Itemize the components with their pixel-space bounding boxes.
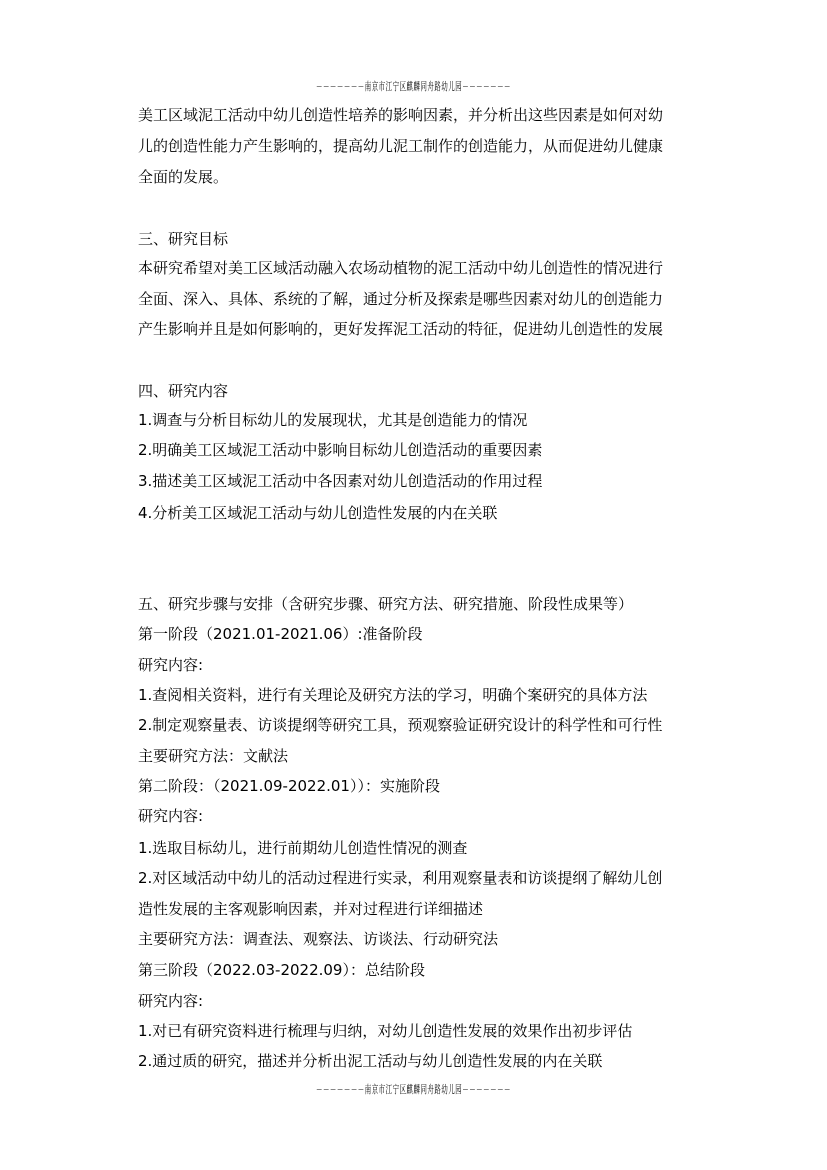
phase-2-title: 第二阶段：（2021.09-2022.01））：实施阶段 <box>138 777 440 795</box>
section-3-line-1: 本研究希望对美工区域活动融入农场动植物的泥工活动中幼儿创造性的情况进行 <box>138 259 664 277</box>
section-3-line-2: 全面、深入、具体、系统的了解，通过分析及探索是哪些因素对幼儿的创造能力 <box>138 290 664 308</box>
phase-2-item-2-line-1: 2.对区域活动中幼儿的活动过程进行实录，利用观察量表和访谈提纲了解幼儿创 <box>138 869 663 887</box>
intro-line-2: 儿的创造性能力产生影响的，提高幼儿泥工制作的创造能力，从而促进幼儿健康 <box>138 137 664 155</box>
phase-2-content-label: 研究内容: <box>138 807 204 825</box>
phase-2-item-2-line-2: 造性发展的主客观影响因素，并对过程进行详细描述 <box>138 900 484 918</box>
phase-1-method: 主要研究方法：文献法 <box>138 747 289 765</box>
section-3-heading: 三、研究目标 <box>138 230 229 248</box>
section-4-item-4: 4.分析美工区域泥工活动与幼儿创造性发展的内在关联 <box>138 504 498 522</box>
phase-3-title: 第三阶段（2022.03-2022.09）：总结阶段 <box>138 961 425 979</box>
section-4-item-2: 2.明确美工区域泥工活动中影响目标幼儿创造活动的重要因素 <box>138 441 543 459</box>
intro-line-1: 美工区域泥工活动中幼儿创造性培养的影响因素，并分析出这些因素是如何对幼 <box>138 106 664 124</box>
phase-1-title: 第一阶段（2021.01-2021.06）:准备阶段 <box>138 625 423 643</box>
phase-1-item-1: 1.查阅相关资料，进行有关理论及研究方法的学习，明确个案研究的具体方法 <box>138 686 648 704</box>
section-4-item-1: 1.调查与分析目标幼儿的发展现状，尤其是创造能力的情况 <box>138 411 528 429</box>
section-3-line-3: 产生影响并且是如何影响的，更好发挥泥工活动的特征，促进幼儿创造性的发展 <box>138 320 664 338</box>
phase-3-item-1: 1.对已有研究资料进行梳理与归纳，对幼儿创造性发展的效果作出初步评估 <box>138 1022 633 1040</box>
intro-line-3: 全面的发展。 <box>138 168 229 186</box>
section-4-item-3: 3.描述美工区域泥工活动中各因素对幼儿创造活动的作用过程 <box>138 472 543 490</box>
phase-2-item-1: 1.选取目标幼儿，进行前期幼儿创造性情况的测查 <box>138 839 468 857</box>
page-header: －－－－－－－南京市江宁区麒麟同舟路幼儿园－－－－－－－ <box>315 80 512 93</box>
section-4-heading: 四、研究内容 <box>138 382 229 400</box>
page-footer: －－－－－－－南京市江宁区麒麟同舟路幼儿园－－－－－－－ <box>315 1083 512 1096</box>
phase-3-item-2: 2.通过质的研究，描述并分析出泥工活动与幼儿创造性发展的内在关联 <box>138 1052 603 1070</box>
phase-1-item-2: 2.制定观察量表、访谈提纲等研究工具，预观察验证研究设计的科学性和可行性 <box>138 716 663 734</box>
phase-3-content-label: 研究内容: <box>138 992 204 1010</box>
phase-2-method: 主要研究方法：调查法、观察法、访谈法、行动研究法 <box>138 930 499 948</box>
phase-1-content-label: 研究内容: <box>138 656 204 674</box>
section-5-heading: 五、研究步骤与安排（含研究步骤、研究方法、研究措施、阶段性成果等） <box>138 595 634 613</box>
